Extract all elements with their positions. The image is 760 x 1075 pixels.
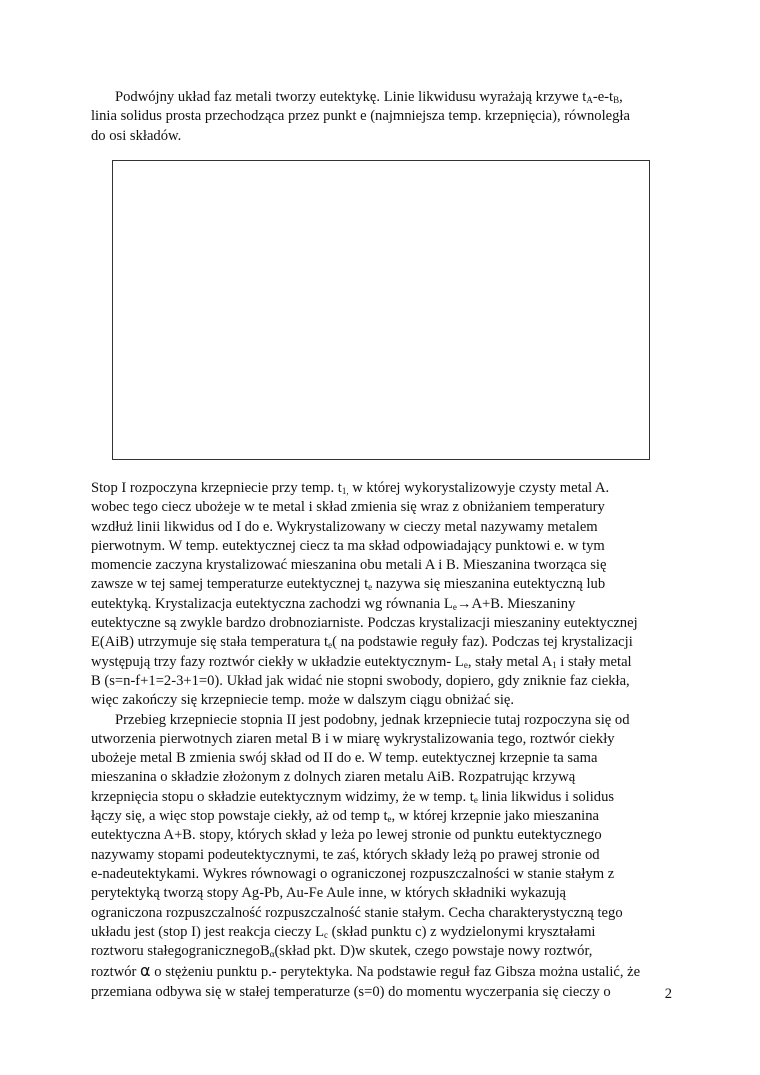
- text-line: wobec tego ciecz ubożeje w te metal i skład zmienia się wraz z obniżaniem temperatury: [91, 499, 605, 516]
- text-line: e-nadeutektykami. Wykres równowagi o ograniczonej rozpuszczalności w stanie stałym z: [91, 865, 615, 882]
- text-line: łączy się, a więc stop powstaje ciekły, aż od temp $t_e$, w której krzepnie jako mieszanina: [91, 808, 599, 825]
- text-line: ubożeje metal B zmienia swój skład od II do e. W temp. eutektycznej krzepnie ta sama: [91, 750, 598, 767]
- text-line: pierwotnym. W temp. eutektycznej ciecz ta ma skład odpowiadający punktowi e. w tym: [91, 537, 605, 554]
- text-line: nazywamy stopami podeutektycznymi, te zaś, których składy leżą po prawej stronie od: [91, 846, 600, 863]
- text-line: roztworu stałegogranicznegoB$_\alpha$(skład pkt. D)w skutek, czego powstaje nowy roztwór,: [91, 943, 593, 960]
- text-line: zawsze w tej samej temperaturze eutektycznej $t_e$ nazywa się mieszanina eutektyczną lub: [91, 576, 606, 593]
- text-line: krzepnięcia stopu o składzie eutektycznym widzimy, że w temp. $t_e$ linia likwidus i solidus: [91, 788, 615, 805]
- text-line: E(AiB) utrzymuje się stała temperatura $t_e$( na podstawie reguły faz). Podczas tej krystalizacji: [91, 634, 633, 651]
- text-line: Stop I rozpoczyna krzepniecie przy temp. $t_{1,}$ w której wykorystalizowyje czysty metal A.: [91, 480, 610, 496]
- text-line: B (s=n-f+1=2-3+1=0). Układ jak widać nie stopni swobody, dopiero, gdy zniknie faz ciekła,: [91, 672, 630, 689]
- text-line: eutektyczna A+B. stopy, których skład y leża po lewej stronie od punktu eutektycznego: [91, 827, 602, 844]
- text-line: mieszanina o składzie złożonym z dolnych ziaren metalu AiB. Rozpatrując krzywą: [91, 769, 576, 786]
- text-line: roztwór α o stężeniu punktu p.- perytektyka. Na podstawie reguł faz Gibsza można ustalić, że: [91, 961, 641, 981]
- text-line: eutektyczne są zwykle bardzo drobnoziarniste. Podczas krystalizacji mieszaniny eutektycznej: [91, 615, 638, 632]
- text-line: przemiana odbywa się w stałej temperaturze (s=0) do momentu wyczerpania się cieczy o: [91, 983, 611, 1000]
- text-line: utworzenia pierwotnych ziaren metal B i w miarę wykrystalizowania tego, roztwór ciekły: [91, 730, 615, 747]
- intro-paragraph: [91, 88, 671, 146]
- text-line: wzdłuż linii likwidus od I do e. Wykrystalizowany w cieczy metal nazywamy metalem: [91, 518, 598, 535]
- text-line: występują trzy fazy roztwór ciekły w układzie eutektycznym- $L_e$, stały metal $A_1$ i stały metal: [91, 653, 632, 670]
- text-line: Przebieg krzepniecie stopnia II jest podobny, jednak krzepniecie tutaj rozpoczyna się od: [115, 711, 630, 728]
- text-line: układu jest (stop I) jest reakcja cieczy $L_c$ (skład punktu c) z wydzielonymi kryształami: [91, 923, 596, 940]
- body-paragraph: [91, 479, 671, 1002]
- text-line: eutektyką. Krystalizacja eutektyczna zachodzi wg równania $L_e\to A+B$. Mieszaniny: [91, 595, 576, 612]
- text-line: momencie zaczyna krystalizować mieszanina obu metali A i B. Mieszanina tworząca się: [91, 557, 607, 574]
- page-number: 2: [664, 986, 672, 1002]
- text-line: Podwójny układ faz metali tworzy eutektykę. Linie likwidusu wyrażają krzywe $t_A-e-t_B$,: [115, 89, 623, 105]
- text-line: perytektyką tworzą stopy Ag-Pb, Au-Fe Aule inne, w których składniki wykazują: [91, 885, 567, 902]
- text-line: linia solidus prosta przechodząca przez punkt e (najmniejsza temp. krzepnięcia), równoległa: [91, 108, 630, 125]
- text-line: więc zakończy się krzepniecie temp. może w dalszym ciągu obniżać się.: [91, 692, 515, 709]
- text-line: do osi składów.: [91, 127, 182, 144]
- text-line: ograniczona rozpuszczalność rozpuszczalność stanie stałym. Cecha charakterystyczną tego: [91, 904, 623, 921]
- phase-diagram-figure-frame: [112, 160, 650, 460]
